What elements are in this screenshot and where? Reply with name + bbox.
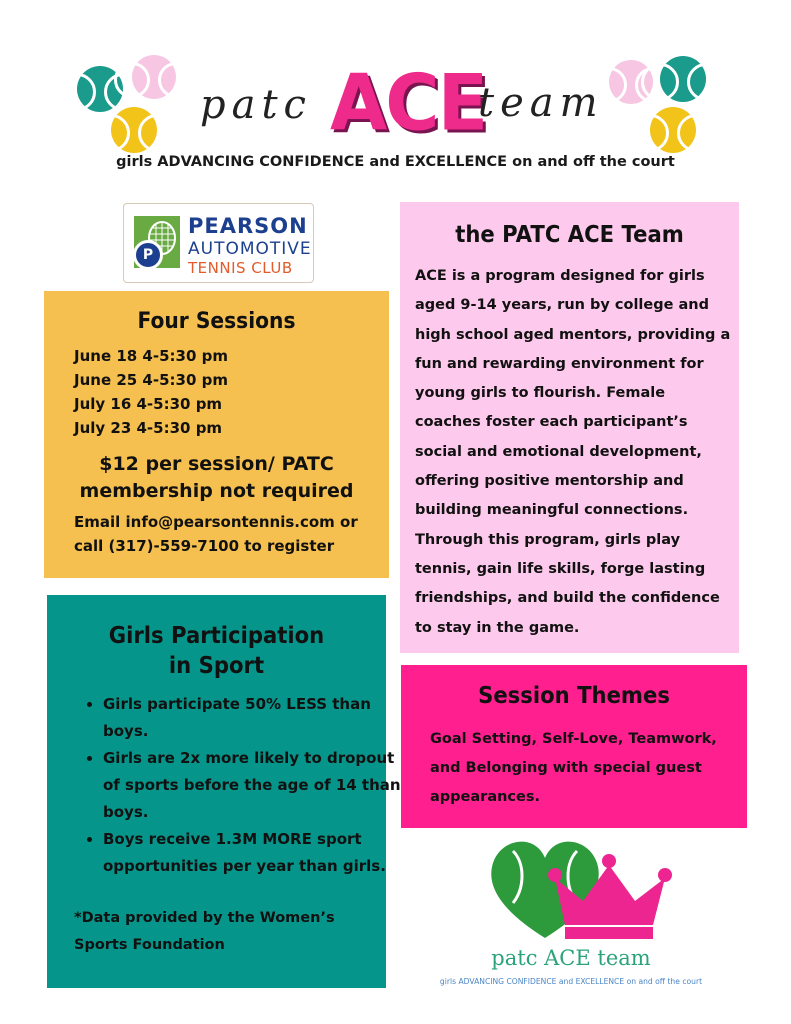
logo-line-automotive: AUTOMOTIVE <box>188 239 312 259</box>
price-line: $12 per session/ PATC <box>99 453 334 475</box>
ace-heart-crown-logo-icon <box>485 833 685 945</box>
price-line: membership not required <box>79 480 354 502</box>
logo-line-tennis-club: TENNIS CLUB <box>188 259 293 277</box>
header-script-left: patc <box>200 82 312 128</box>
participation-list <box>83 691 401 880</box>
logo-line-pearson: PEARSON <box>188 214 308 238</box>
about-body: ACE is a program designed for girls aged 9-14 years, run by college and high school aged mentors, providing a fun and rewarding environment for young girls to flourish. Female coaches foster each participant’s social and emotional development, offering positive mentorship and building meaningful connections. Through this program, girls play tennis, gain life skills, forge lasting friendships, and build the confidence to stay in the game. <box>415 268 731 636</box>
participation-title-line1: Girls Participation <box>108 623 325 649</box>
sessions-panel <box>44 291 389 578</box>
list-item: • Girls participate 50% LESS than boys. <box>103 691 401 745</box>
about-panel <box>400 202 739 653</box>
tennis-racket-logo-icon <box>134 216 180 268</box>
themes-body: Goal Setting, Self-Love, Teamwork, and Belonging with special guest appearances. <box>430 731 717 805</box>
session-date: July 23 4-5:30 pm <box>74 419 223 437</box>
register-line: Email info@pearsontennis.com or <box>74 513 358 531</box>
tennis-ball-icon <box>660 56 706 102</box>
header-ace-logo: ACE <box>330 57 487 149</box>
tennis-ball-icon <box>111 107 157 153</box>
participation-panel <box>47 595 401 988</box>
data-footnote: *Data provided by the Women’s Sports Foundation <box>74 910 335 953</box>
tennis-ball-icon <box>132 55 176 99</box>
header-tagline: girls ADVANCING CONFIDENCE and EXCELLENCE on and off the court <box>116 154 675 170</box>
header-script-right: team <box>478 80 604 126</box>
register-line: call (317)-559-7100 to register <box>74 537 335 555</box>
bottom-logo-tagline: girls ADVANCING CONFIDENCE and EXCELLENCE on and off the court <box>439 977 703 986</box>
session-date: July 16 4-5:30 pm <box>74 395 223 413</box>
sessions-title: Four Sessions <box>137 309 296 334</box>
participation-title-line2: in Sport <box>168 653 265 679</box>
session-date: June 25 4-5:30 pm <box>74 371 228 389</box>
themes-title: Session Themes <box>478 683 670 709</box>
about-title: the PATC ACE Team <box>455 222 684 248</box>
logo-mark-letter: P <box>133 240 163 270</box>
list-item: • Boys receive 1.3M MORE sport opportunities per year than girls. <box>103 826 401 880</box>
list-item: • Girls are 2x more likely to dropout of sports before the age of 14 than boys. <box>103 745 401 826</box>
tennis-ball-icon <box>650 107 696 153</box>
pearson-tennis-club-logo <box>123 203 314 283</box>
session-date: June 18 4-5:30 pm <box>74 347 228 365</box>
bottom-logo-caption: patc ACE team <box>491 946 651 970</box>
themes-panel <box>401 665 747 828</box>
